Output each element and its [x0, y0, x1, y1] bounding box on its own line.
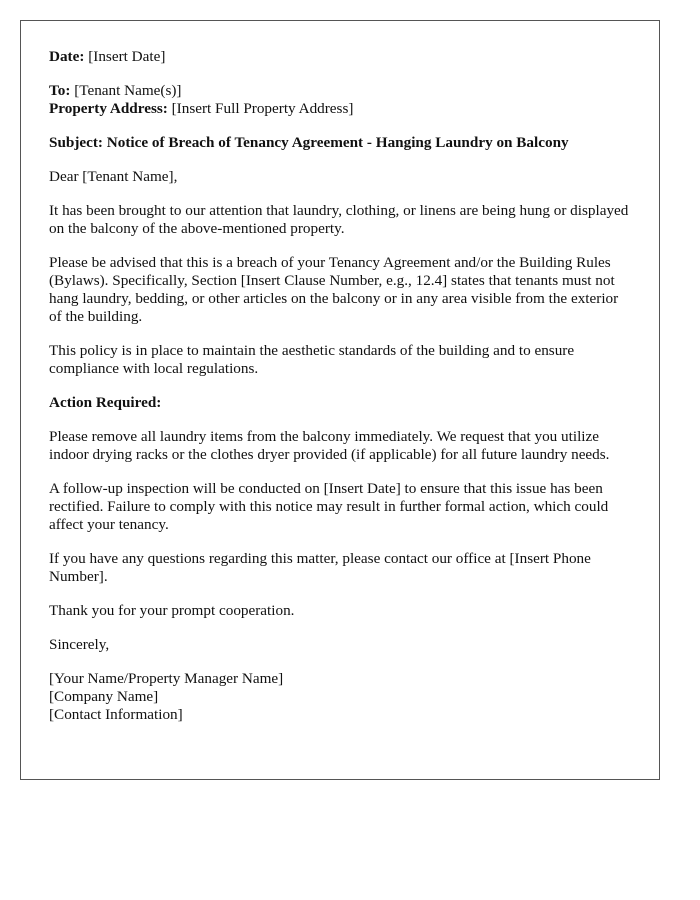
property-address-line	[49, 100, 631, 118]
salutation: Dear [Tenant Name],	[49, 168, 178, 185]
property-address-value: [Insert Full Property Address]	[171, 100, 354, 117]
action-paragraph: A follow-up inspection will be conducted on [Insert Date] to ensure that this issue has been rectified. Failure to comply with this notice may result in further formal action, which could affect your tenancy.	[49, 480, 609, 533]
body-paragraph: It has been brought to our attention that laundry, clothing, or linens are being hung or displayed on the balcony of the above-mentioned property.	[49, 202, 629, 237]
signature-company: [Company Name]	[49, 688, 159, 705]
to-label: To:	[49, 82, 71, 99]
subject-line: Subject: Notice of Breach of Tenancy Agreement - Hanging Laundry on Balcony	[49, 134, 569, 151]
date-line	[49, 48, 631, 66]
recipient-line	[49, 82, 631, 100]
to-value: [Tenant Name(s)]	[74, 82, 182, 99]
letter	[20, 20, 660, 780]
action-paragraph: Please remove all laundry items from the balcony immediately. We request that you utilize indoor drying racks or the clothes dryer provided (if applicable) for all future laundry needs.	[49, 428, 610, 463]
body-paragraph: This policy is in place to maintain the aesthetic standards of the building and to ensure compliance with local regulations.	[49, 342, 575, 377]
action-required-heading: Action Required:	[49, 394, 162, 411]
date-label: Date:	[49, 48, 85, 65]
date-value: [Insert Date]	[88, 48, 166, 65]
action-paragraph: If you have any questions regarding this matter, please contact our office at [Insert Phone Number].	[49, 550, 591, 585]
body-paragraph: Please be advised that this is a breach of your Tenancy Agreement and/or the Building Rules (Bylaws). Specifically, Section [Insert Clause Number, e.g., 12.4] states that tenants must not hang laundry, bedding, or other articles on the balcony or in any area visible from the exterior of the building.	[49, 254, 619, 325]
signature-contact: [Contact Information]	[49, 706, 183, 723]
action-paragraph: Thank you for your prompt cooperation.	[49, 602, 295, 619]
signature-name: [Your Name/Property Manager Name]	[49, 670, 284, 687]
closing: Sincerely,	[49, 636, 110, 653]
property-address-label: Property Address:	[49, 100, 168, 117]
signature-block	[49, 670, 631, 724]
